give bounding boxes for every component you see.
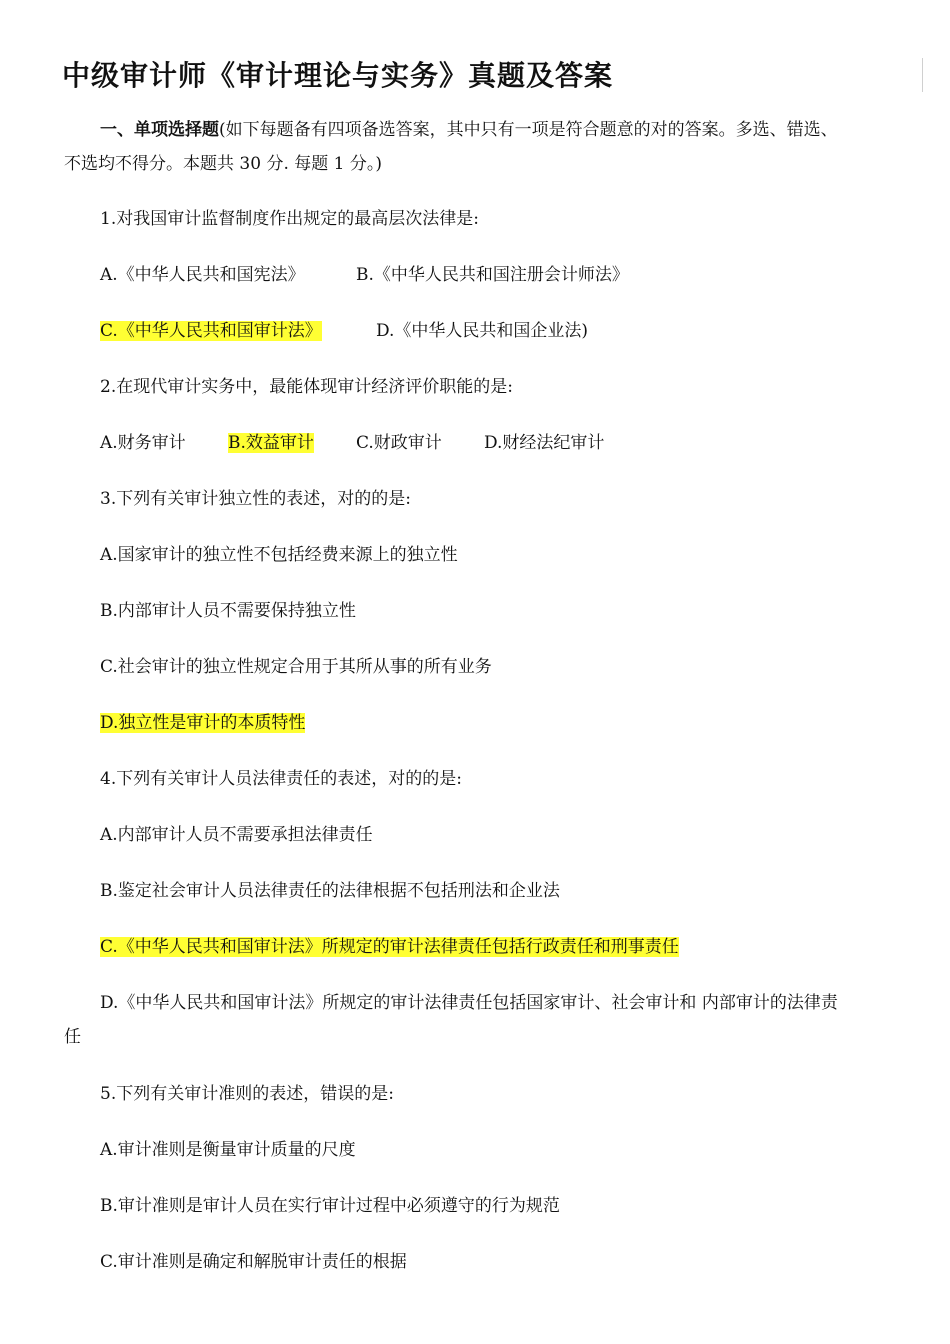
q1-option-c-answer: C.《中华人民共和国审计法》 bbox=[100, 321, 322, 341]
instructions-line-1: (如下每题备有四项备选答案，其中只有一项是符合题意的对的答案。多选、错选、 bbox=[219, 120, 838, 140]
q4-option-d-line-2: 任 bbox=[64, 1027, 81, 1047]
question-5-stem: 5.下列有关审计准则的表述，错误的是: bbox=[100, 1084, 394, 1104]
section-instructions bbox=[100, 119, 838, 141]
q5-option-c: C.审计准则是确定和解脱审计责任的根据 bbox=[100, 1252, 407, 1272]
q1-option-a: A.《中华人民共和国宪法》 bbox=[100, 265, 305, 285]
section-heading: 一、单项选择题 bbox=[100, 120, 219, 140]
q3-option-d-answer: D.独立性是审计的本质特性 bbox=[100, 713, 306, 733]
q1-option-b: B.《中华人民共和国注册会计师法》 bbox=[356, 265, 629, 285]
document-title: 中级审计师《审计理论与实务》真题及答案 bbox=[62, 59, 614, 92]
q5-option-a: A.审计准则是衡量审计质量的尺度 bbox=[100, 1140, 356, 1160]
q4-option-d-line-1: D.《中华人民共和国审计法》所规定的审计法律责任包括国家审计、社会审计和 内部审计的法律责 bbox=[100, 993, 838, 1013]
question-1-options-row-1 bbox=[100, 264, 629, 286]
q1-option-d: D.《中华人民共和国企业法) bbox=[376, 321, 589, 341]
question-2-options bbox=[100, 432, 604, 454]
instructions-line-2: 不选均不得分。本题共 30 分. 每题 1 分。) bbox=[64, 154, 383, 174]
q3-option-d-wrap bbox=[100, 712, 305, 734]
question-3-stem: 3.下列有关审计独立性的表述，对的的是: bbox=[100, 489, 411, 509]
q1-option-c-wrap bbox=[100, 320, 376, 342]
question-1-options-row-2 bbox=[100, 320, 588, 342]
q2-option-a: A.财务审计 bbox=[100, 433, 186, 453]
page-edge-mark bbox=[922, 58, 923, 92]
q2-option-b-answer: B.效益审计 bbox=[228, 433, 314, 453]
q3-option-a: A.国家审计的独立性不包括经费来源上的独立性 bbox=[100, 545, 458, 565]
q4-option-b: B.鉴定社会审计人员法律责任的法律根据不包括刑法和企业法 bbox=[100, 881, 560, 901]
question-2-stem: 2.在现代审计实务中，最能体现审计经济评价职能的是: bbox=[100, 377, 513, 397]
q2-option-c: C.财政审计 bbox=[356, 433, 442, 453]
q3-option-b: B.内部审计人员不需要保持独立性 bbox=[100, 601, 356, 621]
q2-option-b-wrap bbox=[228, 432, 356, 454]
question-1-stem: 1.对我国审计监督制度作出规定的最高层次法律是: bbox=[100, 209, 479, 229]
question-4-stem: 4.下列有关审计人员法律责任的表述，对的的是: bbox=[100, 769, 462, 789]
q5-option-b: B.审计准则是审计人员在实行审计过程中必须遵守的行为规范 bbox=[100, 1196, 560, 1216]
q4-option-c-answer: C.《中华人民共和国审计法》所规定的审计法律责任包括行政责任和刑事责任 bbox=[100, 937, 679, 957]
q2-option-d: D.财经法纪审计 bbox=[484, 433, 605, 453]
q3-option-c: C.社会审计的独立性规定合用于其所从事的所有业务 bbox=[100, 657, 492, 677]
q4-option-a: A.内部审计人员不需要承担法律责任 bbox=[100, 825, 373, 845]
q4-option-c-wrap bbox=[100, 936, 679, 958]
